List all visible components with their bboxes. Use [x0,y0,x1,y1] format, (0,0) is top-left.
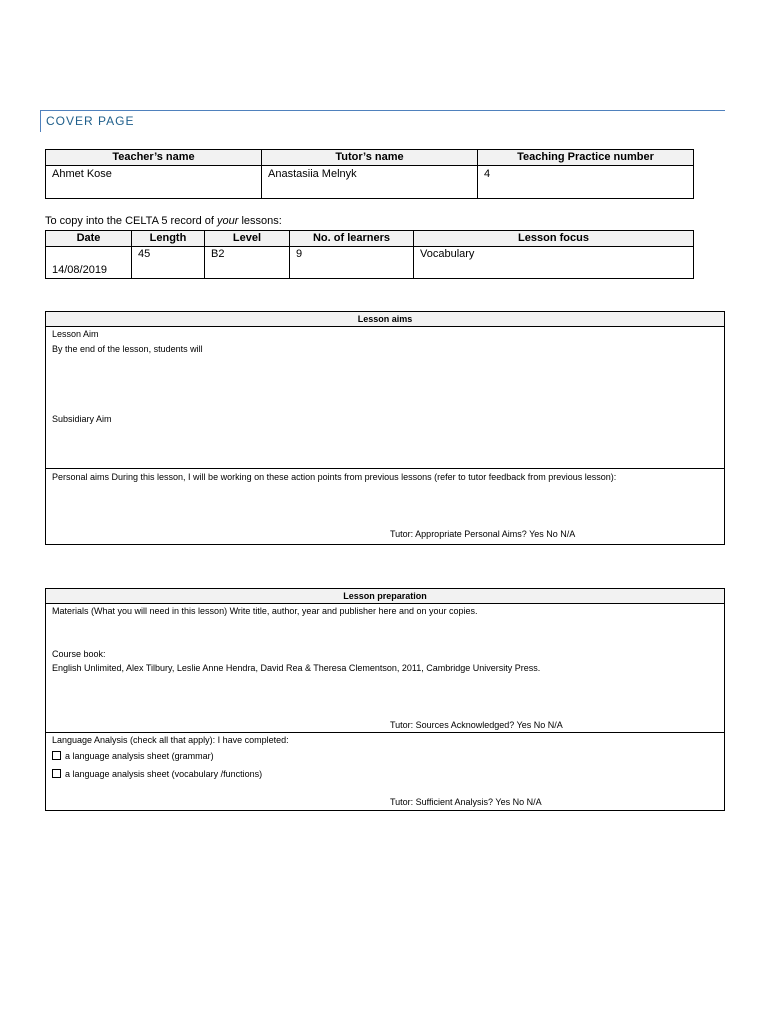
checkbox-grammar-label: a language analysis sheet (grammar) [65,751,214,761]
copy-prefix: To copy into the CELTA 5 record of [45,215,218,227]
personal-aims-text: Personal aims During this lesson, I will be working on these action points from previous lessons (refer to tutor feedback from previous lesson): [52,472,617,482]
teacher-name-cell: Ahmet Kose [46,166,262,199]
lesson-preparation-heading: Lesson preparation [46,589,724,604]
learners-header: No. of learners [290,231,414,247]
aims-divider [46,468,724,469]
tutor-sources-check: Tutor: Sources Acknowledged? Yes No N/A [390,720,563,730]
lesson-aim-label: Lesson Aim [52,329,99,339]
teacher-info-table [45,149,694,199]
lesson-preparation-box [45,588,725,811]
tp-number-header: Teaching Practice number [478,150,694,166]
preparation-divider [46,732,724,733]
lesson-record-table [45,230,694,279]
date-header: Date [46,231,132,247]
length-cell: 45 [132,247,205,279]
copy-instruction [45,215,282,227]
teacher-name-header: Teacher’s name [46,150,262,166]
lesson-focus-cell: Vocabulary [414,247,694,279]
title-rule [40,110,725,111]
title-bar [40,110,41,132]
checkbox-vocab-row [52,768,262,780]
tp-number-cell: 4 [478,166,694,199]
vocab-checkbox[interactable] [52,769,61,778]
course-book-label: Course book: [52,649,106,659]
lesson-aim-text: By the end of the lesson, students will [52,344,203,354]
tutor-analysis-check: Tutor: Sufficient Analysis? Yes No N/A [390,797,542,807]
level-header: Level [205,231,290,247]
grammar-checkbox[interactable] [52,751,61,760]
date-cell: 14/08/2019 [46,247,132,279]
copy-suffix: lessons: [238,215,282,227]
lesson-aims-heading: Lesson aims [46,312,724,327]
language-analysis-text: Language Analysis (check all that apply): I have completed: [52,735,289,745]
checkbox-vocab-label: a language analysis sheet (vocabulary /functions) [65,769,263,779]
materials-text: Materials (What you will need in this lesson) Write title, author, year and publisher here and on your copies. [52,606,478,616]
page-title: COVER PAGE [46,114,135,128]
lesson-aims-box [45,311,725,545]
copy-emphasis: your [217,215,239,227]
course-book-text: English Unlimited, Alex Tilbury, Leslie Anne Hendra, David Rea & Theresa Clementson, 2011, Cambridge University Press. [52,663,541,673]
level-cell: B2 [205,247,290,279]
tutor-name-header: Tutor’s name [262,150,478,166]
tutor-personal-aims-check: Tutor: Appropriate Personal Aims? Yes No N/A [390,529,576,539]
checkbox-grammar-row [52,750,214,762]
learners-cell: 9 [290,247,414,279]
lesson-focus-header: Lesson focus [414,231,694,247]
length-header: Length [132,231,205,247]
tutor-name-cell: Anastasiia Melnyk [262,166,478,199]
subsidiary-aim-label: Subsidiary Aim [52,414,112,424]
